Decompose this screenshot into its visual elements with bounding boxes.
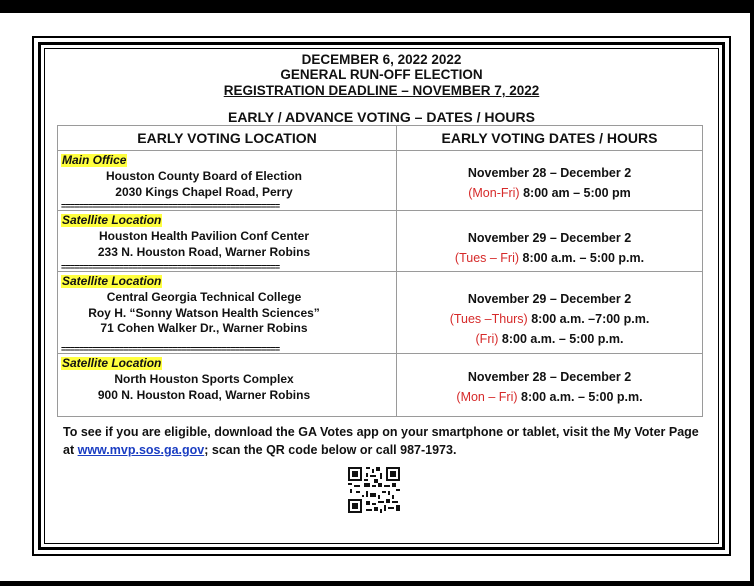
dates-cell bbox=[397, 354, 703, 417]
location-name: Central Georgia Technical College bbox=[106, 290, 302, 304]
days-label: (Mon – Fri) bbox=[456, 390, 518, 404]
photo-edge-top bbox=[0, 0, 754, 13]
location-address: 71 Cohen Walker Dr., Warner Robins bbox=[100, 321, 308, 335]
location-name: Houston Health Pavilion Conf Center bbox=[98, 229, 309, 243]
location-cell bbox=[58, 151, 397, 211]
location-column-header: EARLY VOTING LOCATION bbox=[58, 126, 397, 151]
days-label: (Fri) bbox=[475, 332, 499, 346]
table-row bbox=[58, 272, 703, 354]
location-cell bbox=[58, 272, 397, 354]
dates-cell bbox=[397, 151, 703, 211]
days-label: (Tues –Thurs) bbox=[449, 312, 528, 326]
location-tag: Main Office bbox=[62, 153, 127, 167]
hours-line bbox=[397, 183, 702, 203]
early-voting-heading: EARLY / ADVANCE VOTING – DATES / HOURS bbox=[227, 109, 535, 125]
table-row bbox=[58, 151, 703, 211]
eligibility-text-end: ; scan the QR code below or call 987-1973. bbox=[204, 443, 457, 457]
photo-edge-bottom bbox=[0, 581, 754, 586]
table-row bbox=[58, 211, 703, 272]
time-range: 8:00 a.m. – 5:00 p.m. bbox=[498, 332, 624, 346]
voter-page-link[interactable]: www.mvp.sos.ga.gov bbox=[77, 443, 205, 457]
location-cell bbox=[58, 211, 397, 272]
dates-cell bbox=[397, 211, 703, 272]
early-voting-table bbox=[57, 125, 703, 417]
hours-line bbox=[397, 248, 702, 268]
separator-line: ================================================= bbox=[61, 263, 280, 272]
date-range: November 28 – December 2 bbox=[467, 370, 632, 384]
location-cell bbox=[58, 354, 397, 417]
date-range: November 28 – December 2 bbox=[467, 166, 632, 180]
time-range: 8:00 a.m. – 5:00 p.m. bbox=[519, 251, 645, 265]
hours-line bbox=[397, 387, 702, 407]
location-name: Houston County Board of Election bbox=[106, 169, 302, 183]
photo-edge-right bbox=[750, 0, 754, 586]
hours-line bbox=[397, 329, 702, 349]
election-name-heading: GENERAL RUN-OFF ELECTION bbox=[280, 67, 483, 82]
table-header-row bbox=[58, 126, 703, 151]
date-range: November 29 – December 2 bbox=[467, 231, 632, 245]
time-range: 8:00 am – 5:00 pm bbox=[519, 186, 631, 200]
location-address: 900 N. Houston Road, Warner Robins bbox=[97, 387, 311, 402]
table-row bbox=[58, 354, 703, 417]
location-address: 2030 Kings Chapel Road, Perry bbox=[115, 184, 293, 199]
eligibility-text: To see if you are eligible, download the GA Votes app on your smartphone or tablet, visit the My Voter Page at bbox=[63, 425, 699, 457]
qr-code-icon[interactable] bbox=[348, 467, 400, 513]
separator-line: ================================================= bbox=[61, 202, 280, 211]
location-tag: Satellite Location bbox=[62, 213, 162, 227]
days-label: (Tues – Fri) bbox=[454, 251, 520, 265]
location-tag: Satellite Location bbox=[62, 274, 162, 288]
location-name: North Houston Sports Complex bbox=[114, 372, 294, 386]
dates-cell bbox=[397, 272, 703, 354]
eligibility-note bbox=[63, 423, 703, 459]
registration-deadline-heading: REGISTRATION DEADLINE – NOVEMBER 7, 2022 bbox=[223, 83, 540, 98]
time-range: 8:00 a.m. –7:00 p.m. bbox=[527, 312, 650, 326]
separator-line: ================================================= bbox=[61, 345, 280, 354]
location-address: 233 N. Houston Road, Warner Robins bbox=[97, 244, 311, 259]
election-date-heading: DECEMBER 6, 2022 2022 bbox=[301, 52, 462, 67]
date-range: November 29 – December 2 bbox=[467, 292, 632, 306]
location-subname: Roy H. “Sonny Watson Health Sciences” bbox=[88, 305, 320, 320]
time-range: 8:00 a.m. – 5:00 p.m. bbox=[517, 390, 643, 404]
location-tag: Satellite Location bbox=[62, 356, 162, 370]
dates-column-header: EARLY VOTING DATES / HOURS bbox=[397, 126, 703, 151]
hours-line bbox=[397, 309, 702, 329]
days-label: (Mon-Fri) bbox=[468, 186, 520, 200]
